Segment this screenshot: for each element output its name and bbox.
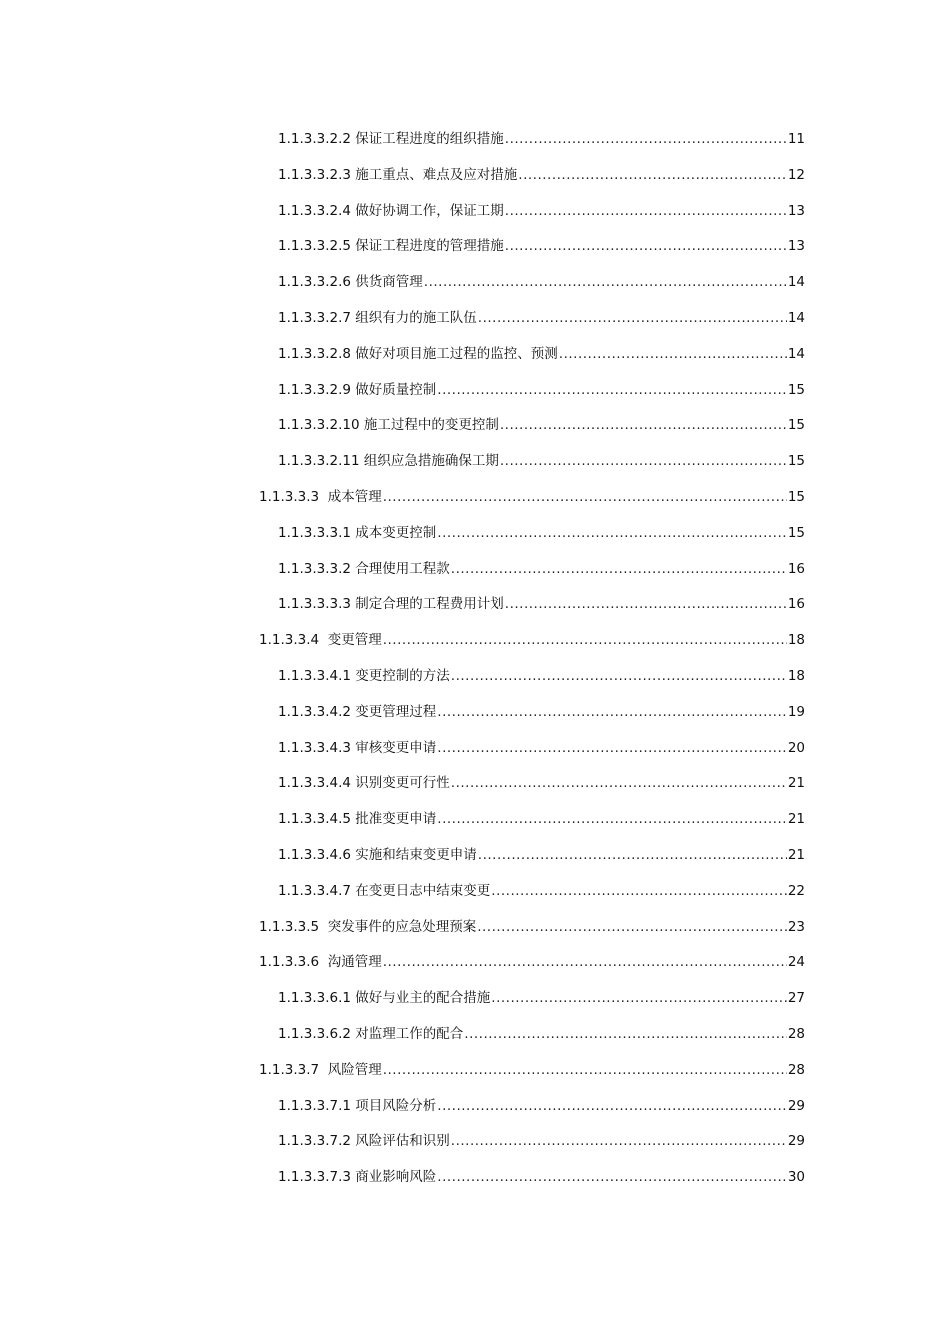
- toc-entry-page-number: 16: [787, 560, 805, 577]
- toc-entry-title: 沟通管理: [327, 954, 382, 971]
- toc-entry-title: 项目风险分析: [355, 1097, 437, 1114]
- toc-dot-leader: [383, 622, 787, 658]
- toc-entry-title: 做好对项目施工过程的监控、预测: [355, 345, 558, 362]
- toc-entry-number: 1.1.3.3.2.5: [278, 238, 356, 255]
- toc-entry-title: 商业影响风险: [355, 1169, 437, 1186]
- toc-entry[interactable]: [278, 264, 805, 300]
- toc-entry-title: 风险管理: [327, 1061, 382, 1078]
- toc-entry-page-number: 18: [787, 668, 805, 684]
- toc-entry-title: 在变更日志中结束变更: [355, 882, 491, 899]
- toc-entry-page-number: 15: [787, 524, 805, 541]
- toc-entry-title: 做好质量控制: [355, 381, 437, 398]
- toc-entry[interactable]: [278, 228, 805, 264]
- toc-entry-page-number: 24: [787, 954, 805, 971]
- toc-entry-number: 1.1.3.3.7.2: [278, 1133, 356, 1150]
- toc-entry[interactable]: [259, 944, 805, 980]
- toc-entry-title: 变更控制的方法: [355, 668, 450, 684]
- toc-dot-leader: [383, 944, 787, 980]
- toc-entry-number: 1.1.3.3.2.9: [278, 381, 356, 398]
- toc-dot-leader: [505, 121, 787, 157]
- toc-entry[interactable]: [259, 909, 805, 945]
- toc-entry[interactable]: [278, 586, 805, 622]
- toc-dot-leader: [491, 873, 787, 909]
- toc-entry-number: 1.1.3.3.4.5: [278, 811, 356, 828]
- toc-entry[interactable]: [278, 694, 805, 730]
- toc-entry[interactable]: [278, 658, 805, 694]
- toc-entry[interactable]: [278, 372, 805, 408]
- toc-dot-leader: [559, 336, 787, 372]
- toc-entry-page-number: 29: [787, 1097, 805, 1114]
- toc-entry-number: 1.1.3.3.4.6: [278, 847, 356, 863]
- toc-entry-number: 1.1.3.3.2.8: [278, 345, 356, 362]
- toc-entry[interactable]: [278, 837, 805, 873]
- toc-entry[interactable]: [278, 765, 805, 801]
- toc-dot-leader: [505, 228, 787, 264]
- toc-entry-title: 合理使用工程款: [355, 560, 450, 577]
- toc-entry-title: 成本管理: [327, 489, 382, 505]
- toc-dot-leader: [451, 551, 787, 587]
- toc-entry-number: 1.1.3.3.3: [259, 489, 328, 505]
- toc-entry-page-number: 15: [787, 381, 805, 398]
- toc-entry[interactable]: [278, 1123, 805, 1159]
- toc-entry-page-number: 15: [787, 453, 805, 470]
- toc-entry[interactable]: [278, 157, 805, 193]
- toc-dot-leader: [437, 372, 787, 408]
- toc-entry-number: 1.1.3.3.3.1: [278, 524, 356, 541]
- toc-entry-number: 1.1.3.3.4.7: [278, 882, 356, 899]
- toc-entry-title: 保证工程进度的组织措施: [355, 131, 504, 147]
- toc-entry-page-number: 22: [787, 882, 805, 899]
- toc-entry-number: 1.1.3.3.2.4: [278, 202, 356, 219]
- toc-dot-leader: [424, 264, 787, 300]
- toc-entry-title: 做好协调工作，保证工期: [355, 202, 504, 219]
- toc-entry-number: 1.1.3.3.6.2: [278, 1026, 356, 1042]
- toc-entry[interactable]: [278, 443, 805, 479]
- toc-entry[interactable]: [278, 1088, 805, 1124]
- toc-entry-number: 1.1.3.3.2.11: [278, 453, 364, 470]
- toc-entry-number: 1.1.3.3.4.2: [278, 703, 356, 720]
- toc-dot-leader: [505, 586, 787, 622]
- toc-entry[interactable]: [278, 551, 805, 587]
- toc-entry-page-number: 23: [787, 918, 805, 935]
- toc-entry-page-number: 21: [787, 775, 805, 792]
- toc-entry[interactable]: [278, 515, 805, 551]
- toc-dot-leader: [451, 765, 787, 801]
- toc-entry-number: 1.1.3.3.5: [259, 918, 328, 935]
- toc-entry[interactable]: [278, 730, 805, 766]
- toc-entry-number: 1.1.3.3.7: [259, 1061, 328, 1078]
- toc-entry-title: 组织应急措施确保工期: [363, 453, 499, 470]
- toc-entry-page-number: 28: [787, 1026, 805, 1042]
- toc-entry-page-number: 20: [787, 739, 805, 756]
- toc-entry-title: 实施和结束变更申请: [355, 847, 477, 863]
- toc-entry[interactable]: [278, 801, 805, 837]
- toc-entry-page-number: 14: [787, 274, 805, 291]
- toc-entry[interactable]: [278, 1016, 805, 1052]
- toc-dot-leader: [437, 1159, 787, 1195]
- toc-entry-number: 1.1.3.3.7.1: [278, 1097, 356, 1114]
- toc-entry-number: 1.1.3.3.4.3: [278, 739, 356, 756]
- toc-entry-page-number: 12: [787, 166, 805, 183]
- toc-entry-number: 1.1.3.3.4.1: [278, 668, 356, 684]
- toc-entry-page-number: 19: [787, 703, 805, 720]
- toc-entry-number: 1.1.3.3.7.3: [278, 1169, 356, 1186]
- toc-entry-page-number: 21: [787, 811, 805, 828]
- toc-entry-page-number: 16: [787, 596, 805, 613]
- toc-entry-page-number: 15: [787, 489, 805, 505]
- toc-dot-leader: [437, 515, 787, 551]
- toc-entry-title: 组织有力的施工队伍: [355, 310, 477, 326]
- toc-entry-number: 1.1.3.3.2.7: [278, 310, 356, 326]
- toc-entry-title: 供货商管理: [355, 274, 423, 291]
- toc-dot-leader: [437, 801, 787, 837]
- toc-entry-page-number: 30: [787, 1169, 805, 1186]
- toc-entry-title: 保证工程进度的管理措施: [355, 238, 504, 255]
- toc-entry-title: 成本变更控制: [355, 524, 437, 541]
- toc-dot-leader: [437, 730, 787, 766]
- toc-entry-page-number: 13: [787, 238, 805, 255]
- toc-dot-leader: [505, 193, 787, 229]
- toc-entry-number: 1.1.3.3.3.3: [278, 596, 356, 613]
- toc-dot-leader: [500, 407, 787, 443]
- toc-entry-number: 1.1.3.3.2.2: [278, 131, 356, 147]
- toc-entry-number: 1.1.3.3.2.3: [278, 166, 356, 183]
- toc-dot-leader: [500, 443, 787, 479]
- toc-entry-number: 1.1.3.3.4: [259, 632, 328, 649]
- toc-entry[interactable]: [259, 622, 805, 658]
- toc-entry[interactable]: [278, 407, 805, 443]
- toc-entry-number: 1.1.3.3.4.4: [278, 775, 356, 792]
- toc-entry-number: 1.1.3.3.2.6: [278, 274, 356, 291]
- toc-entry-page-number: 28: [787, 1061, 805, 1078]
- toc-entry-number: 1.1.3.3.2.10: [278, 417, 364, 434]
- toc-entry-number: 1.1.3.3.6: [259, 954, 328, 971]
- toc-entry[interactable]: [259, 479, 805, 515]
- toc-entry-title: 施工过程中的变更控制: [363, 417, 499, 434]
- toc-entry-page-number: 15: [787, 417, 805, 434]
- toc-dot-leader: [518, 157, 787, 193]
- toc-entry[interactable]: [278, 121, 805, 157]
- toc-entry-title: 审核变更申请: [355, 739, 437, 756]
- toc-entry[interactable]: [259, 1052, 805, 1088]
- toc-entry-page-number: 18: [787, 632, 805, 649]
- toc-entry-number: 1.1.3.3.6.1: [278, 990, 356, 1007]
- toc-entry-title: 变更管理: [327, 632, 382, 649]
- toc-entry-page-number: 14: [787, 345, 805, 362]
- toc-entry-title: 识别变更可行性: [355, 775, 450, 792]
- toc-entry-title: 制定合理的工程费用计划: [355, 596, 504, 613]
- toc-entry[interactable]: [278, 873, 805, 909]
- toc-entry-title: 做好与业主的配合措施: [355, 990, 491, 1007]
- toc-dot-leader: [437, 1088, 787, 1124]
- toc-entry[interactable]: [278, 300, 805, 336]
- toc-dot-leader: [477, 909, 787, 945]
- toc-entry[interactable]: [278, 1159, 805, 1195]
- toc-dot-leader: [451, 1123, 787, 1159]
- toc-dot-leader: [478, 837, 787, 873]
- toc-entry-number: 1.1.3.3.3.2: [278, 560, 356, 577]
- toc-entry-title: 风险评估和识别: [355, 1133, 450, 1150]
- toc-entry[interactable]: [278, 193, 805, 229]
- toc-entry-title: 对监理工作的配合: [355, 1026, 464, 1042]
- toc-entry-title: 批准变更申请: [355, 811, 437, 828]
- toc-entry-page-number: 13: [787, 202, 805, 219]
- toc-entry-page-number: 29: [787, 1133, 805, 1150]
- toc-entry-title: 施工重点、难点及应对措施: [355, 166, 518, 183]
- toc-dot-leader: [383, 1052, 787, 1088]
- toc-dot-leader: [451, 658, 787, 694]
- toc-entry-title: 变更管理过程: [355, 703, 437, 720]
- toc-entry-page-number: 21: [787, 847, 805, 863]
- toc-dot-leader: [464, 1016, 787, 1052]
- toc-dot-leader: [437, 694, 787, 730]
- toc-entry-title: 突发事件的应急处理预案: [327, 918, 477, 935]
- toc-entry[interactable]: [278, 980, 805, 1016]
- toc-dot-leader: [478, 300, 787, 336]
- toc-dot-leader: [383, 479, 787, 515]
- toc-entry[interactable]: [278, 336, 805, 372]
- toc-dot-leader: [491, 980, 787, 1016]
- toc-entry-page-number: 27: [787, 990, 805, 1007]
- toc-entry-page-number: 14: [787, 310, 805, 326]
- toc-entry-page-number: 11: [787, 131, 805, 147]
